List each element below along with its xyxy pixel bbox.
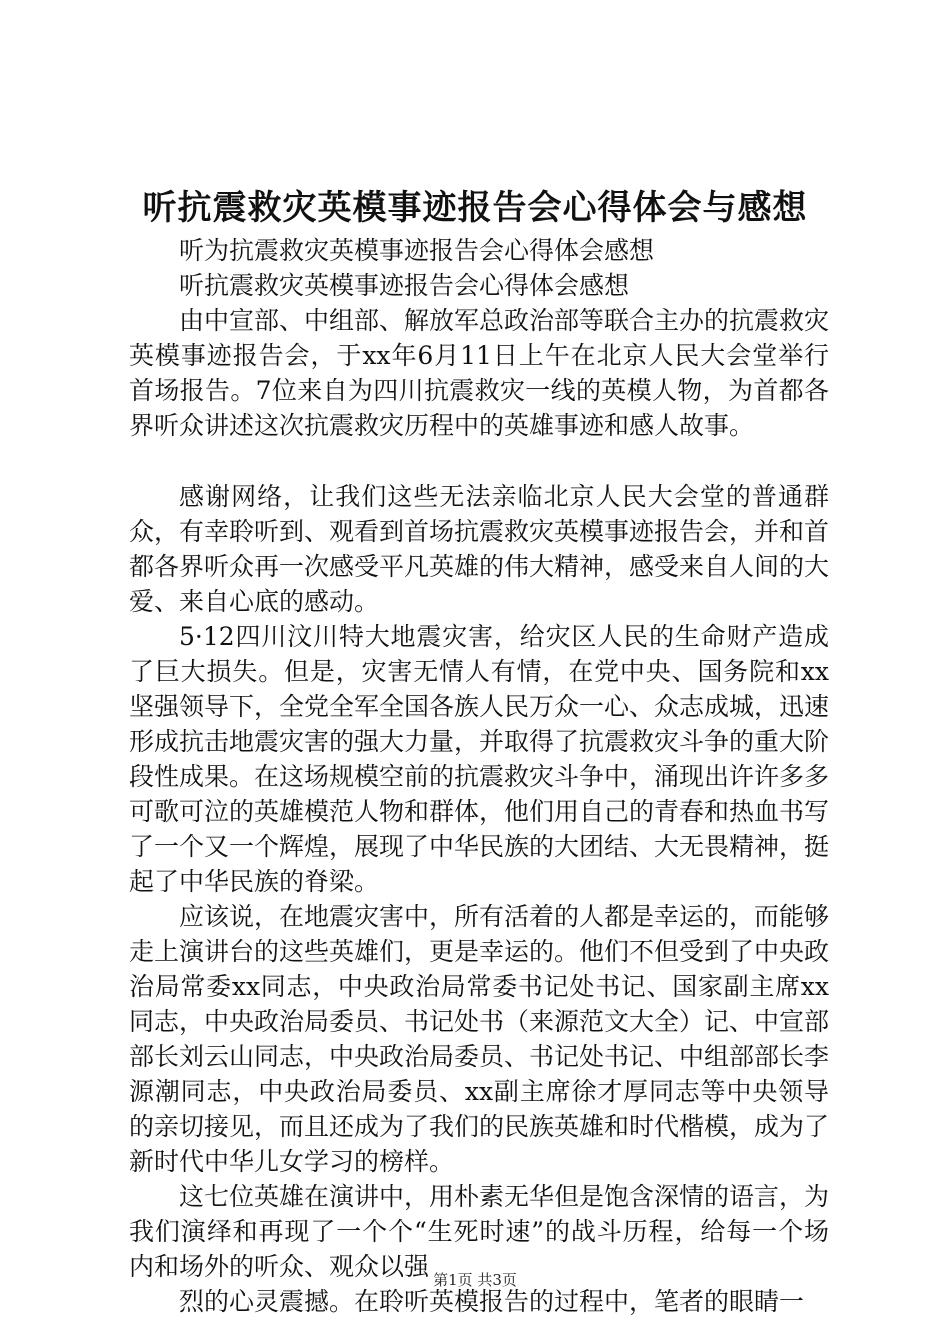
subtitle-line: 听为抗震救灾英模事迹报告会心得体会感想	[179, 236, 655, 265]
document-body	[129, 233, 829, 1319]
body-paragraph: 5·12四川汶川特大地震灾害，给灾区人民的生命财产造成了巨大损失。但是，灾害无情人有情，在党中央、国务院和xx坚强领导下，全党全军全国各族人民万众一心、众志成城，迅速形成抗击地震灾害的强大力量，并取得了抗震救灾斗争的重大阶段性成果。在这场规模空前的抗震救灾斗争中，涌现出许许多多可歌可泣的英雄模范人物和群体，他们用自己的青春和热血书写了一个又一个辉煌，展现了中华民族的大团结、大无畏精神，挺起了中华民族的脊梁。	[129, 622, 830, 896]
page-number-footer: 第1页 共3页	[433, 1271, 517, 1289]
body-paragraph: 应该说，在地震灾害中，所有活着的人都是幸运的，而能够走上演讲台的这些英雄们，更是幸运的。他们不但受到了中央政治局常委xx同志，中央政治局常委书记处书记、国家副主席xx同志，中央政治局委员、书记处书（来源范文大全）记、中宣部部长刘云山同志，中央政治局委员、书记处书记、中组部部长李源潮同志，中央政治局委员、xx副主席徐才厚同志等中央领导的亲切接见，而且还成为了我们的民族英雄和时代楷模，成为了新时代中华儿女学习的榜样。	[129, 902, 830, 1176]
body-paragraph: 感谢网络，让我们这些无法亲临北京人民大会堂的普通群众，有幸聆听到、观看到首场抗震救灾英模事迹报告会，并和首都各界听众再一次感受平凡英雄的伟大精神，感受来自人间的大爱、来自心底的感动。	[129, 482, 830, 616]
body-paragraph: 烈的心灵震撼。在聆听英模报告的过程中，笔者的眼睛一	[179, 1287, 805, 1316]
body-paragraph: 由中宣部、中组部、解放军总政治部等联合主办的抗震救灾英模事迹报告会，于xx年6月11日上午在北京人民大会堂举行首场报告。7位来自为四川抗震救灾一线的英模人物，为首都各界听众讲述这次抗震救灾历程中的英雄事迹和感人故事。	[129, 306, 830, 440]
subtitle-line: 听抗震救灾英模事迹报告会心得体会感想	[179, 271, 630, 300]
document-title: 听抗震救灾英模事迹报告会心得体会与感想	[142, 188, 808, 228]
paragraph-spacer	[129, 443, 829, 479]
body-paragraph: 这七位英雄在演讲中，用朴素无华但是饱含深情的语言，为我们演绎和再现了一个个“生死时速”的战斗历程，给每一个场内和场外的听众、观众以强	[129, 1182, 830, 1281]
